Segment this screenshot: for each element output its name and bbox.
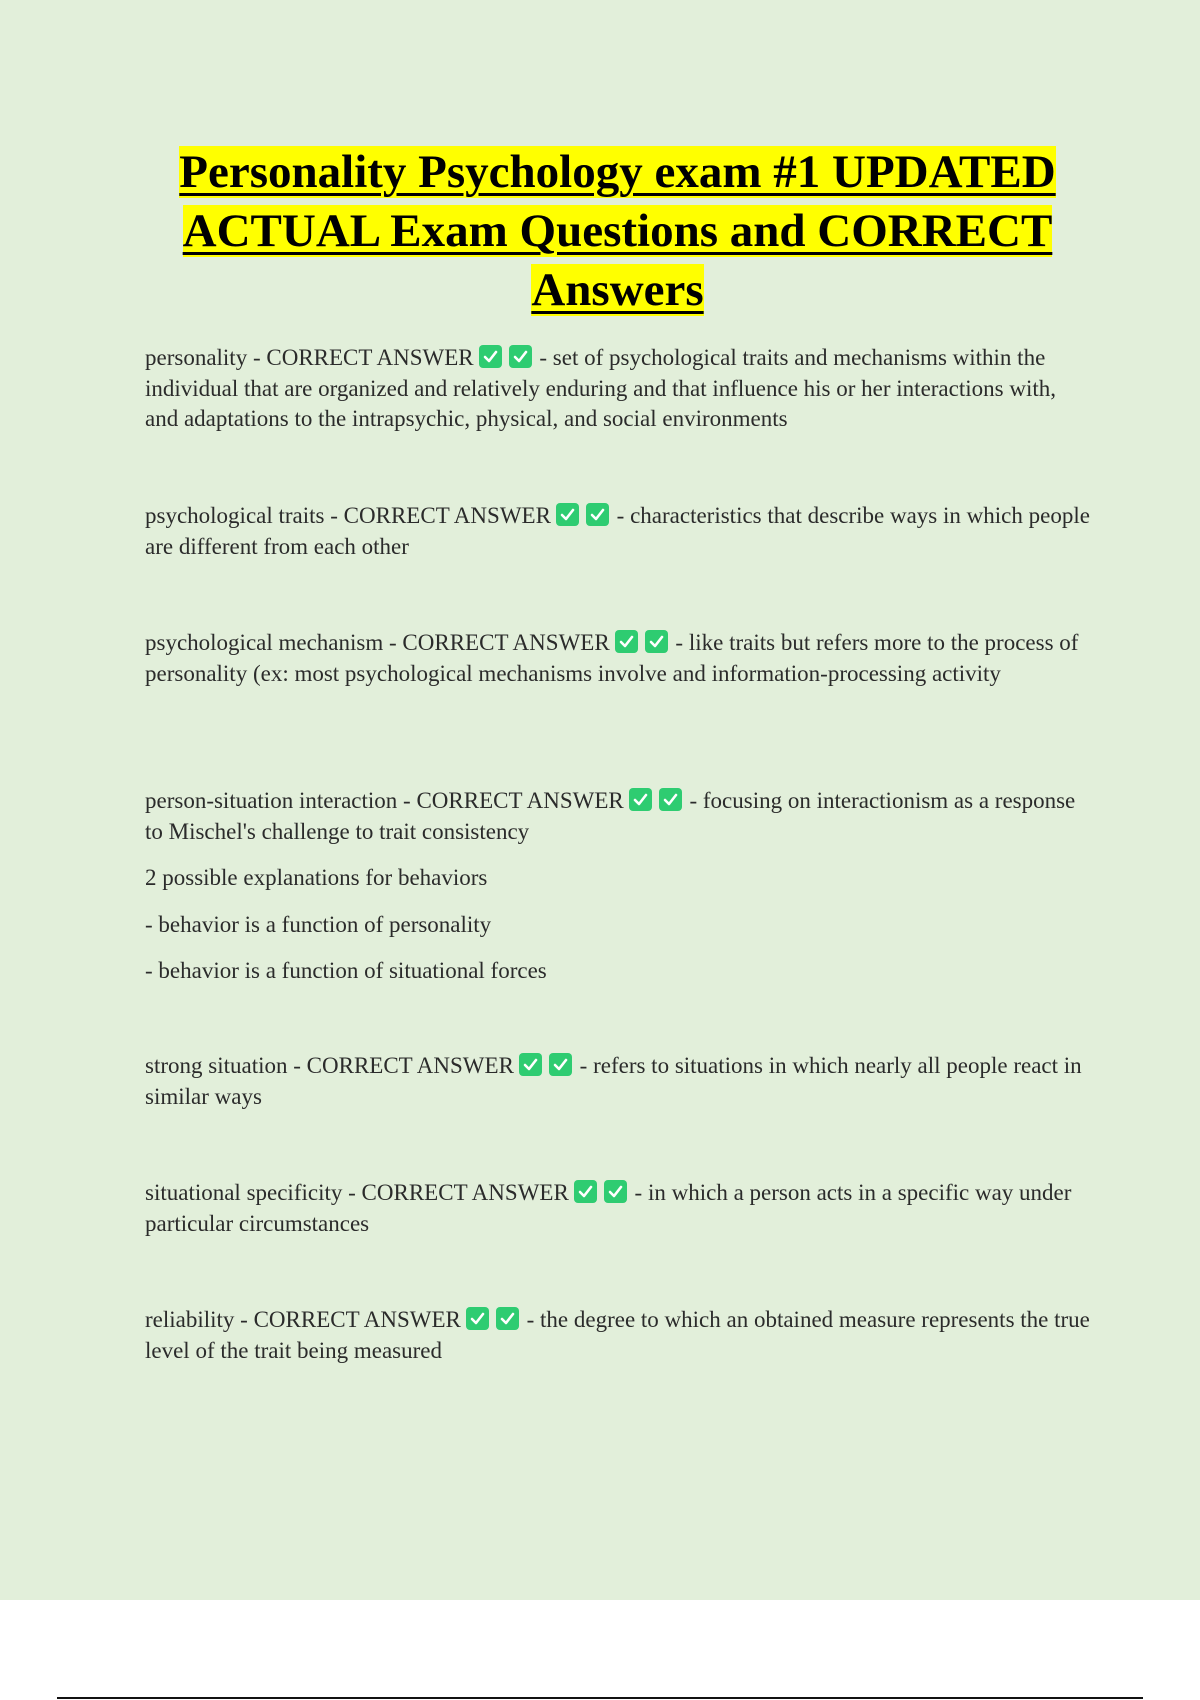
entry-term: psychological mechanism [145,630,384,655]
check-box-icon [496,1307,519,1330]
entry-6: reliability - CORRECT ANSWER - the degree to which an obtained measure represents the true level of the trait being measured [145,1307,1090,1363]
entry-4: strong situation - CORRECT ANSWER - refers to situations in which nearly all people react in similar ways [145,1053,1082,1109]
answer-marker: CORRECT ANSWER [416,788,624,813]
check-box-icon [509,345,532,368]
entry-1: psychological traits - CORRECT ANSWER - characteristics that describe ways in which people are different from each other [145,503,1090,559]
answer-marker: CORRECT ANSWER [361,1180,569,1205]
entry-2: psychological mechanism - CORRECT ANSWER - like traits but refers more to the process of personality (ex: most psychological mechanisms involve and information-processing activity [145,630,1079,686]
check-box-icon [466,1307,489,1330]
check-box-icon [519,1053,542,1076]
entry-definition: focusing on interactionism as a response to Mischel's challenge to trait consistency [145,788,1076,844]
footer-divider [57,1697,1143,1699]
entry-3: person-situation interaction - CORRECT ANSWER - focusing on interactionism as a response to Mischel's challenge to trait consistency 2 possible explanations for behaviors - behavior is a function of personality - behavior is a function of situational forces [145,786,1090,987]
entry-term: situational specificity [145,1180,343,1205]
entry-definition: in which a person acts in a specific way under particular circumstances [145,1180,1072,1236]
check-box-icon [586,503,609,526]
check-box-icon [659,788,682,811]
entry-extra-line: 2 possible explanations for behaviors [145,865,488,890]
entry-definition: characteristics that describe ways in which people are different from each other [145,503,1090,559]
answer-marker: CORRECT ANSWER [402,630,610,655]
entry-extra-line: - behavior is a function of personality [145,911,492,937]
document-title: Personality Psychology exam #1 UPDATED ACTUAL Exam Questions and CORRECT Answers [179,146,1056,316]
answer-marker: CORRECT ANSWER [343,503,551,528]
check-box-icon [604,1180,627,1203]
entry-term: personality [145,345,248,370]
entry-term: strong situation [145,1053,288,1078]
check-box-icon [645,630,668,653]
answer-marker: CORRECT ANSWER [266,345,474,370]
entry-extra-line: - behavior is a function of situational forces [145,958,547,983]
entry-term: psychological traits [145,503,325,528]
entry-definition: refers to situations in which nearly all people react in similar ways [145,1053,1082,1109]
check-box-icon [556,503,579,526]
entry-definition: set of psychological traits and mechanisms within the individual that are organized and relatively enduring and that influence his or her interactions with, and adaptations to the intrapsychic, physical, and social environments [145,345,1056,431]
entry-0: personality - CORRECT ANSWER - set of psychological traits and mechanisms within the individual that are organized and relatively enduring and that influence his or her interactions with, and adaptations to the intrapsychic, physical, and social environments [145,345,1056,431]
check-box-icon [549,1053,572,1076]
title-block [140,143,1095,320]
entry-definition: like traits but refers more to the process of personality (ex: most psychological mechanisms involve and information-processing activity [145,630,1079,686]
entry-5: situational specificity - CORRECT ANSWER - in which a person acts in a specific way under particular circumstances [145,1180,1072,1236]
entry-term: reliability [145,1307,235,1332]
answer-marker: CORRECT ANSWER [253,1307,461,1332]
check-box-icon [479,345,502,368]
check-box-icon [615,630,638,653]
answer-marker: CORRECT ANSWER [306,1053,514,1078]
entry-definition: the degree to which an obtained measure represents the true level of the trait being measured [145,1307,1090,1363]
check-box-icon [629,788,652,811]
entry-term: person-situation interaction [145,788,398,813]
check-box-icon [574,1180,597,1203]
